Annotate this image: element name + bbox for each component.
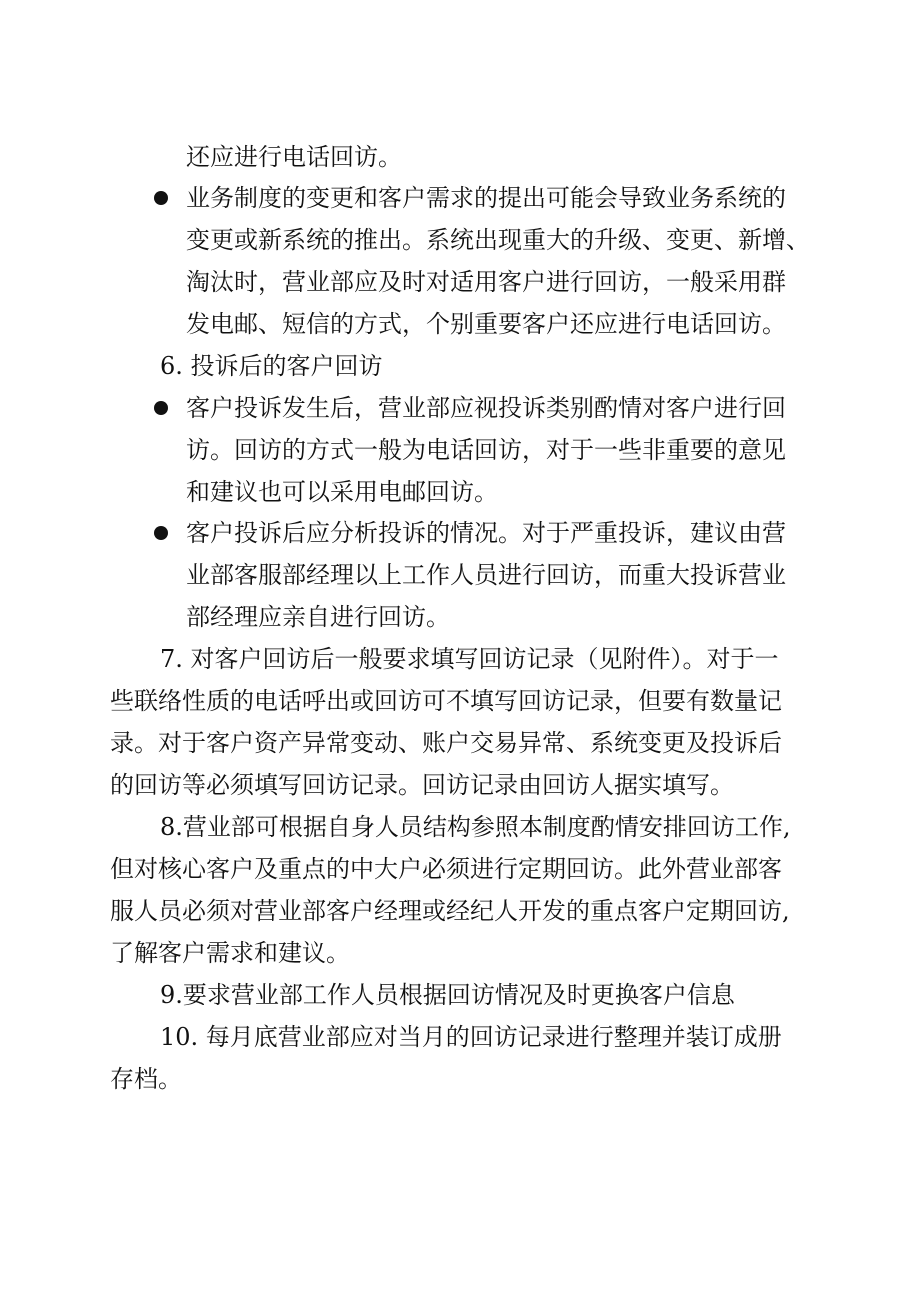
bullet-2-line-2: 访。回访的方式一般为电话回访，对于一些非重要的意见 (186, 436, 786, 464)
bullet-1-line-4: 发电邮、短信的方式，个别重要客户还应进行电话回访。 (186, 310, 786, 338)
bullet-icon (154, 526, 168, 540)
bullet-3-line-1: 客户投诉后应分析投诉的情况。对于严重投诉，建议由营 (186, 519, 786, 547)
section-heading-6: 6. 投诉后的客户回访 (160, 352, 383, 380)
paragraph-7-line-1: 7. 对客户回访后一般要求填写回访记录（见附件）。对于一 (160, 645, 779, 673)
paragraph-7-line-3: 录。对于客户资产异常变动、账户交易异常、系统变更及投诉后 (110, 729, 782, 757)
bullet-1-line-3: 淘汰时，营业部应及时对适用客户进行回访，一般采用群 (186, 268, 786, 296)
continuation-line: 还应进行电话回访。 (186, 143, 402, 171)
paragraph-8-line-1: 8.营业部可根据自身人员结构参照本制度酌情安排回访工作, (160, 813, 791, 841)
bullet-3-line-3: 部经理应亲自进行回访。 (186, 603, 450, 631)
paragraph-8-line-4: 了解客户需求和建议。 (110, 939, 350, 967)
bullet-1-line-2: 变更或新系统的推出。系统出现重大的升级、变更、新增、 (186, 226, 810, 254)
bullet-icon (154, 191, 168, 205)
bullet-3-line-2: 业部客服部经理以上工作人员进行回访，而重大投诉营业 (186, 561, 786, 589)
paragraph-8-line-2: 但对核心客户及重点的中大户必须进行定期回访。此外营业部客 (110, 855, 782, 883)
paragraph-8-line-3: 服人员必须对营业部客户经理或经纪人开发的重点客户定期回访, (110, 897, 790, 925)
paragraph-7-line-2: 些联络性质的电话呼出或回访可不填写回访记录，但要有数量记 (110, 687, 782, 715)
paragraph-10-line-2: 存档。 (110, 1065, 182, 1093)
paragraph-10-line-1: 10. 每月底营业部应对当月的回访记录进行整理并装订成册 (160, 1023, 782, 1051)
bullet-2-line-1: 客户投诉发生后，营业部应视投诉类别酌情对客户进行回 (186, 394, 786, 422)
paragraph-9: 9.要求营业部工作人员根据回访情况及时更换客户信息 (160, 981, 735, 1009)
bullet-icon (154, 401, 168, 415)
bullet-1-line-1: 业务制度的变更和客户需求的提出可能会导致业务系统的 (186, 184, 786, 212)
bullet-2-line-3: 和建议也可以采用电邮回访。 (186, 478, 498, 506)
paragraph-7-line-4: 的回访等必须填写回访记录。回访记录由回访人据实填写。 (110, 771, 734, 799)
